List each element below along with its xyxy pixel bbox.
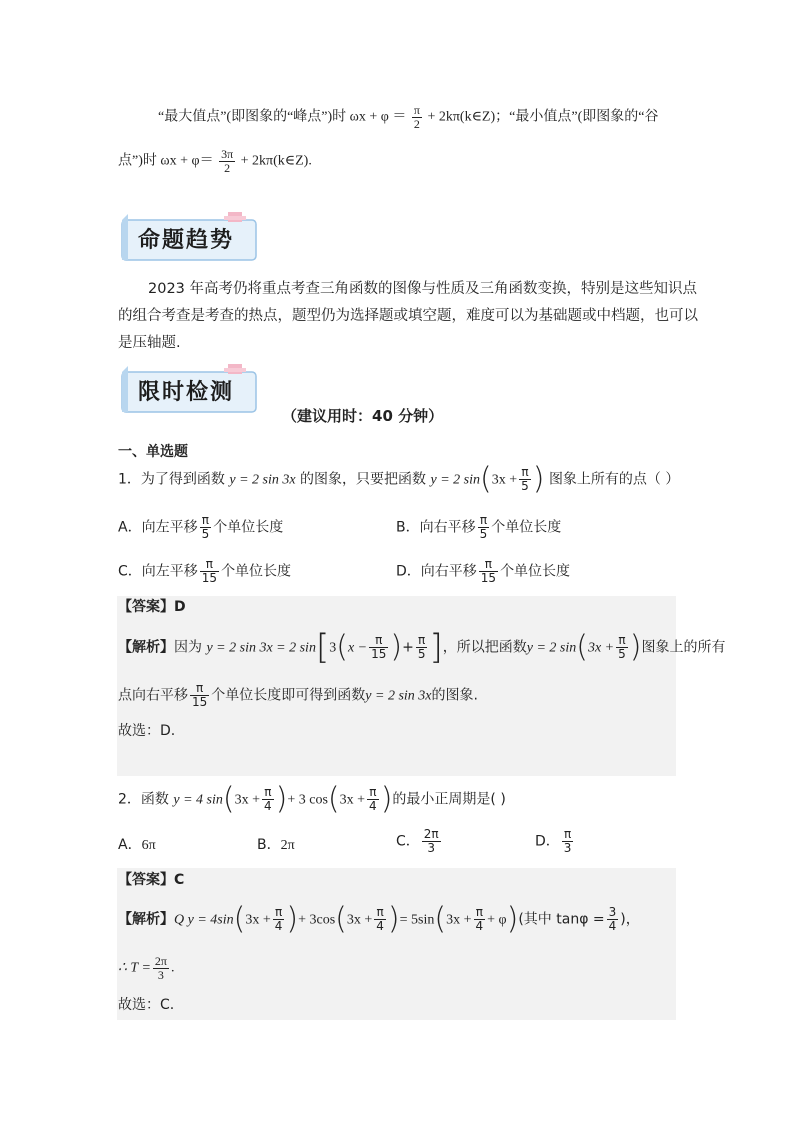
q1-stem [118,461,680,497]
intro-fraction-pi-over-2: $\frac{\pi}{2}$ [413,103,420,131]
q1-conclusion: 故选：D. [118,723,176,739]
q2-answer: 【答案】C [118,872,185,888]
trend-section-title: 命题趋势 [138,228,235,253]
q1-option-b[interactable]: B．向右平移 $\frac{\pi}{5}$ 个单位长度 [396,513,562,541]
test-section-banner [120,364,262,414]
q1-stem-text-a: 1．为了得到函数 [118,471,225,488]
trend-paragraph-line-3: 是压轴题. [118,335,181,351]
q1-option-c[interactable]: C．向左平移 $\frac{\pi}{15}$ 个单位长度 [118,557,292,585]
q2-option-c[interactable]: C． $\frac{2\pi}{3}$ [396,827,439,855]
intro-line1-text-b: + 2kπ(k∈Z)；“最小值点”(即图象的“谷 [427,109,659,125]
time-hint: （建议用时：40 分钟） [282,407,444,425]
q1-formula-2b: 3x + [491,472,518,488]
q1-stem-text-c: 图象上所有的点（ ） [548,471,680,488]
q1-fraction-pi-5: $\frac{\pi}{5}$ [521,465,529,493]
q1-option-d[interactable]: D．向右平移 $\frac{\pi}{15}$ 个单位长度 [396,557,571,585]
paren-left: ( [480,461,492,497]
intro-line2-text-b: + 2kπ(k∈Z). [240,153,312,169]
q1-stem-text-b: 的图象，只要把函数 [300,471,427,488]
option-fraction: $\frac{\pi}{15}$ [201,557,218,585]
q1-formula-2a: y = 2 sin [430,472,480,488]
trend-paragraph-line-2: 的组合考查是考查的热点，题型仍为选择题或填空题，难度可以为基础题或中档题，也可以 [118,308,698,324]
q2-option-d[interactable]: D． $\frac{\pi}{3}$ [535,827,572,855]
test-section-title: 限时检测 [138,380,235,405]
q1-analysis-line-2: 点向右平移 $\frac{\pi}{15}$ 个单位长度即可得到函数y = 2 sin 3x的图象. [118,681,478,709]
trend-section-banner [120,212,262,262]
q2-answer-block [117,868,676,1020]
paren-right: ) [532,461,545,497]
option-fraction: $\frac{\pi}{15}$ [480,557,497,585]
q2-option-b[interactable]: B．2π [257,837,295,853]
q1-option-a[interactable]: A．向左平移 $\frac{\pi}{5}$ 个单位长度 [118,513,284,541]
intro-line-1 [158,104,658,131]
analysis-label: 【解析】 [118,639,174,656]
q2-analysis-line-1: 【解析】Q y = 4sin(3x + $\frac{\pi}{4}$ )+ 3cos(3x + $\frac{\pi}{4}$ )= 5sin(3x + $\frac{\pi}{4}$ + φ)(其中 tanφ = $\frac{3}{4}$ )， [118,901,640,937]
intro-line2-text-a: 点”)时 ωx + φ＝ [118,153,214,169]
q1-answer: 【答案】D [118,599,186,615]
option-fraction: $\frac{\pi}{5}$ [479,513,488,541]
q2-analysis-line-2: ∴ T = $\frac{2\pi}{3}$ . [118,954,175,982]
single-choice-heading: 一、单选题 [118,444,188,460]
q2-stem: 2．函数 y = 4 sin(3x + $\frac{\pi}{4}$ )+ 3 cos(3x + $\frac{\pi}{4}$ )的最小正周期是( ) [118,781,506,817]
intro-line-2 [118,148,312,175]
q2-conclusion: 故选：C. [118,997,175,1013]
intro-line1-text-a: “最大值点”(即图象的“峰点”)时 ωx + φ ＝ [158,109,407,125]
q2-option-a[interactable]: A．6π [118,837,156,853]
q1-formula-1: y = 2 sin 3x [229,472,296,488]
trend-paragraph-line-1: 2023 年高考仍将重点考查三角函数的图像与性质及三角函数变换，特别是这些知识点 [148,281,698,297]
q1-analysis-line-1: 【解析】因为 y = 2 sin 3x = 2 sin[3(x − $\frac{\pi}{15}$ )+ $\frac{\pi}{5}$ ]，所以把函数y = 2 sin(3x + $\frac{\pi}{5}$ )图象上的所有 [118,627,726,668]
option-fraction: $\frac{\pi}{5}$ [201,513,210,541]
intro-fraction-3pi-over-2: $\frac{3\pi}{2}$ [221,147,234,175]
